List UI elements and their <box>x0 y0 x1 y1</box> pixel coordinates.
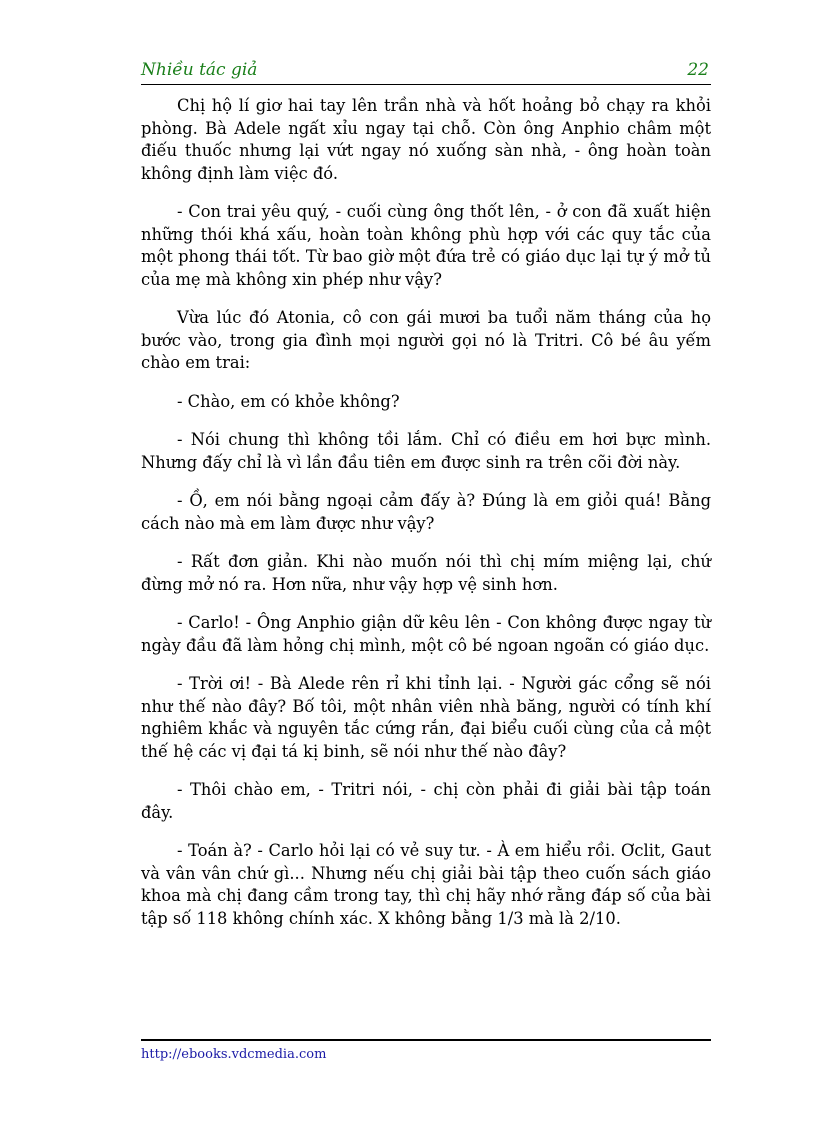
paragraph: - Thôi chào em, - Tritri nói, - chị còn phải đi giải bài tập toán đây. <box>141 780 711 822</box>
header-title: Nhiều tác giả <box>141 60 258 80</box>
paragraph: Chị hộ lí giơ hai tay lên trần nhà và hốt hoảng bỏ chạy ra khỏi phòng. Bà Adele ngất xỉu ngay tại chỗ. Còn ông Anphio châm một điếu thuốc nhưng lại vứt ngay nó xuống sàn nhà, - ông hoàn toàn không định làm việc đó. <box>141 96 711 183</box>
paragraph: - Con trai yêu quý, - cuối cùng ông thốt lên, - ở con đã xuất hiện những thói khá xấu, hoàn toàn không phù hợp với các quy tắc của một phong thái tốt. Từ bao giờ một đứa trẻ có giáo dục lại tự ý mở tủ của mẹ mà không xin phép như vậy? <box>141 202 711 289</box>
header-divider <box>141 84 711 85</box>
paragraph: - Toán à? - Carlo hỏi lại có vẻ suy tư. - À em hiểu rồi. Ơclit, Gaut và vân vân chứ gì... Nhưng nếu chị giải bài tập theo cuốn sách giáo khoa mà chị đang cầm trong tay, thì chị hãy nhớ rằng đáp số của bài tập số 118 không chính xác. X không bằng 1/3 mà là 2/10. <box>141 841 711 928</box>
body-text <box>141 95 711 946</box>
paragraph: - Trời ơi! - Bà Alede rên rỉ khi tỉnh lại. - Người gác cổng sẽ nói như thế nào đây? Bố tôi, một nhân viên nhà băng, người có tính khí nghiêm khắc và nguyên tắc cứng rắn, đại biểu cuối cùng của cả một thế hệ các vị đại tá kị binh, sẽ nói như thế nào đây? <box>141 674 711 761</box>
paragraph: - Ồ, em nói bằng ngoại cảm đấy à? Đúng là em giỏi quá! Bằng cách nào mà em làm được như vậy? <box>141 491 711 533</box>
page-number: 22 <box>687 60 709 80</box>
footer-link[interactable]: http://ebooks.vdcmedia.com <box>141 1047 327 1062</box>
paragraph: - Carlo! - Ông Anphio giận dữ kêu lên - Con không được ngay từ ngày đầu đã làm hỏng chị mình, một cô bé ngoan ngoãn có giáo dục. <box>141 613 711 655</box>
paragraph: - Chào, em có khỏe không? <box>177 391 400 411</box>
paragraph: - Rất đơn giản. Khi nào muốn nói thì chị mím miệng lại, chứ đừng mở nó ra. Hơn nữa, như vậy hợp vệ sinh hơn. <box>141 552 711 594</box>
page-header <box>141 60 711 84</box>
paragraph: - Nói chung thì không tồi lắm. Chỉ có điều em hơi bực mình. Nhưng đấy chỉ là vì lần đầu tiên em được sinh ra trên cõi đời này. <box>141 430 711 472</box>
paragraph: Vừa lúc đó Atonia, cô con gái mươi ba tuổi năm tháng của họ bước vào, trong gia đình mọi người gọi nó là Tritri. Cô bé âu yếm chào em trai: <box>141 308 711 372</box>
footer-divider <box>141 1039 711 1041</box>
